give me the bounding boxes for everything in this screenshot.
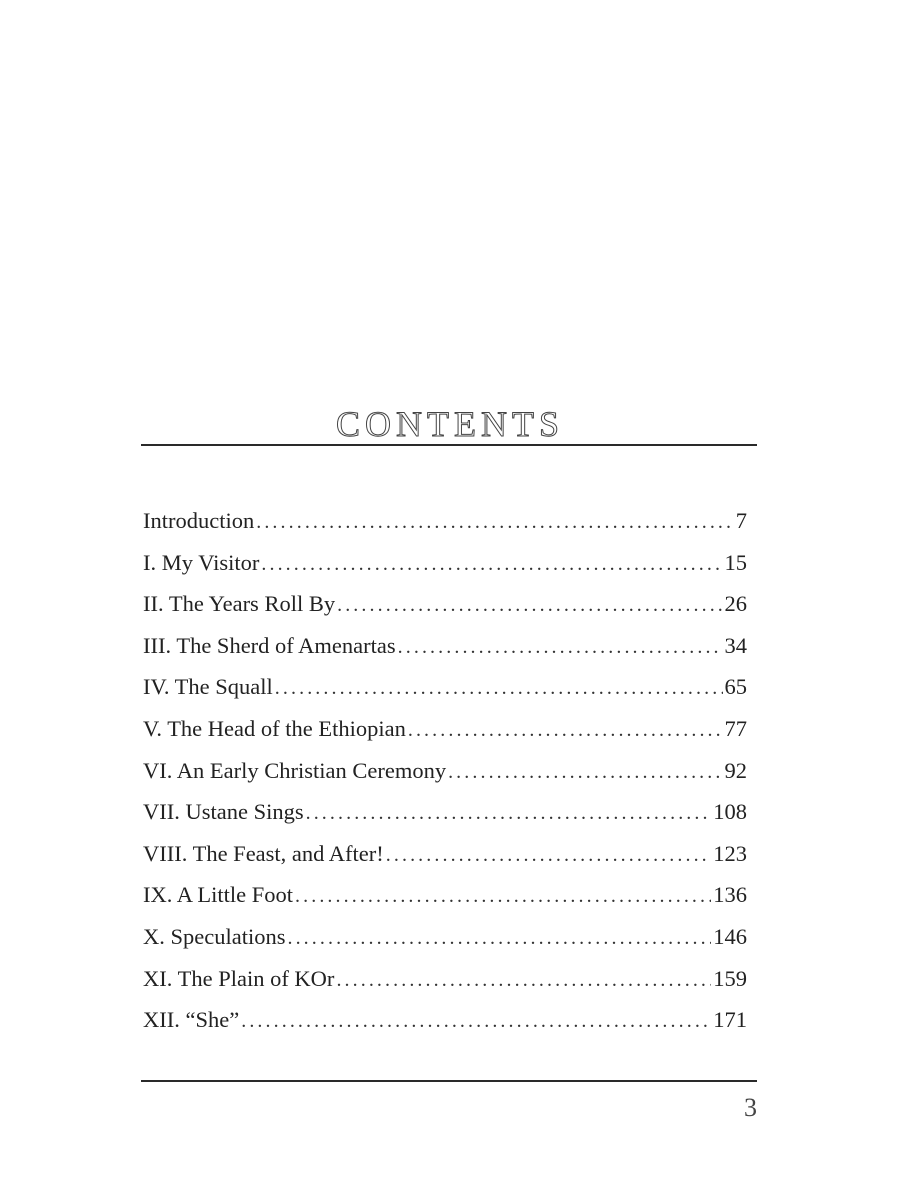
dot-leader	[337, 585, 722, 625]
dot-leader	[256, 502, 734, 542]
toc-entry-page: 159	[713, 965, 747, 991]
toc-entry-chapter-4[interactable]	[143, 666, 747, 708]
toc-entry-chapter-10[interactable]	[143, 916, 747, 958]
toc-entry-chapter-8[interactable]	[143, 833, 747, 875]
dot-leader	[336, 960, 711, 1000]
top-rule-divider	[141, 444, 757, 446]
toc-entry-chapter-11[interactable]	[143, 958, 747, 1000]
toc-entry-chapter-2[interactable]	[143, 583, 747, 625]
toc-entry-page: 123	[713, 840, 747, 866]
dot-leader	[386, 835, 711, 875]
toc-entry-title: II. The Years Roll By	[143, 591, 336, 617]
toc-entry-title: I. My Visitor	[143, 549, 260, 575]
toc-entry-page: 7	[735, 508, 747, 533]
toc-entry-title: XII. “She”	[143, 1007, 240, 1033]
toc-entry-page: 26	[724, 591, 747, 617]
bottom-rule-divider	[141, 1080, 757, 1082]
dot-leader	[287, 918, 711, 958]
dot-leader	[295, 876, 711, 916]
toc-entry-page: 108	[713, 799, 747, 825]
toc-entry-page: 171	[713, 1007, 747, 1033]
toc-entry-chapter-3[interactable]	[143, 625, 747, 667]
toc-entry-chapter-1[interactable]	[143, 542, 747, 584]
toc-entry-title: X. Speculations	[143, 923, 286, 949]
toc-entry-chapter-9[interactable]	[143, 874, 747, 916]
toc-entry-chapter-7[interactable]	[143, 791, 747, 833]
toc-entry-title: VI. An Early Christian Ceremony	[143, 757, 447, 783]
toc-entry-chapter-6[interactable]	[143, 750, 747, 792]
dot-leader	[448, 752, 722, 792]
dot-leader	[306, 793, 712, 833]
dot-leader	[275, 668, 723, 708]
toc-entry-title: III. The Sherd of Amenartas	[143, 632, 396, 658]
dot-leader	[261, 544, 722, 584]
page-title: CONTENTS	[336, 404, 564, 445]
toc-entry-title: Introduction	[143, 508, 255, 533]
toc-entry-page: 77	[724, 715, 747, 741]
table-of-contents	[143, 500, 747, 1041]
dot-leader	[408, 710, 723, 750]
toc-entry-title: IV. The Squall	[143, 674, 273, 700]
toc-entry-page: 136	[713, 882, 747, 908]
dot-leader	[398, 627, 723, 667]
toc-entry-chapter-12[interactable]	[143, 999, 747, 1041]
toc-entry-chapter-5[interactable]	[143, 708, 747, 750]
toc-entry-title: XI. The Plain of KOr	[143, 965, 335, 991]
toc-entry-page: 92	[724, 757, 747, 783]
dot-leader	[241, 1001, 711, 1041]
toc-entry-title: VIII. The Feast, and After!	[143, 840, 384, 866]
toc-entry-page: 34	[724, 632, 747, 658]
toc-entry-title: VII. Ustane Sings	[143, 799, 304, 825]
page-number: 3	[744, 1093, 757, 1122]
toc-entry-title: V. The Head of the Ethiopian	[143, 715, 406, 741]
toc-entry-introduction[interactable]	[143, 500, 747, 542]
toc-entry-title: IX. A Little Foot	[143, 882, 294, 908]
toc-entry-page: 146	[713, 923, 747, 949]
toc-entry-page: 65	[724, 674, 747, 700]
toc-entry-page: 15	[724, 549, 747, 575]
